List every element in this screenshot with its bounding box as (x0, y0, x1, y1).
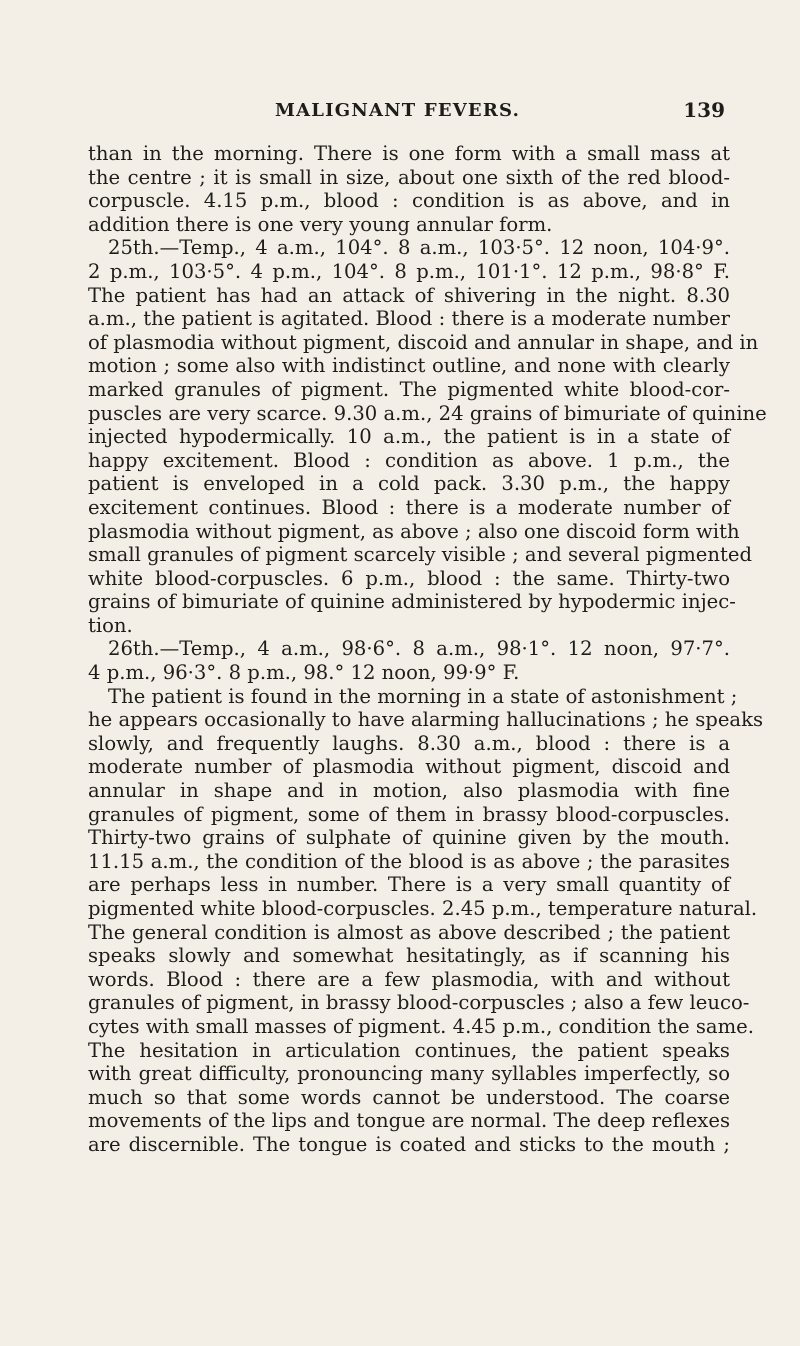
text-line: 2 p.m., 103·5°. 4 p.m., 104°. 8 p.m., 101·1°. 12 p.m., 98·8° F. (88, 259, 730, 283)
text-line: motion ; some also with indistinct outline, and none with clearly (88, 354, 730, 378)
text-line: 11.15 a.m., the condition of the blood is as above ; the parasites (88, 849, 730, 873)
text-line: slowly, and frequently laughs. 8.30 a.m., blood : there is a (88, 731, 730, 755)
page-number: 139 (683, 98, 725, 122)
text-line: the centre ; it is small in size, about one sixth of the red blood- (88, 165, 730, 189)
text-line: The general condition is almost as above described ; the patient (88, 920, 730, 944)
text-line: annular in shape and in motion, also plasmodia with fine (88, 779, 730, 803)
text-line: 4 p.m., 96·3°. 8 p.m., 98.° 12 noon, 99·9° F. (88, 661, 520, 685)
text-line: addition there is one very young annular form. (88, 212, 553, 236)
text-line: speaks slowly and somewhat hesitatingly, as if scanning his (88, 944, 730, 968)
text-line: grains of bimuriate of quinine administered by hypodermic injec- (88, 590, 736, 614)
text-line: The patient has had an attack of shivering in the night. 8.30 (88, 283, 730, 307)
text-line: granules of pigment, in brassy blood-corpuscles ; also a few leuco- (88, 991, 750, 1015)
text-line: Thirty-two grains of sulphate of quinine given by the mouth. (88, 826, 730, 850)
text-line: 25th.—Temp., 4 a.m., 104°. 8 a.m., 103·5°. 12 noon, 104·9°. (108, 236, 730, 260)
text-line: with great difficulty, pronouncing many syllables imperfectly, so (88, 1062, 730, 1086)
text-line: pigmented white blood-corpuscles. 2.45 p.m., temperature natural. (88, 897, 758, 920)
text-line: granules of pigment, some of them in brassy blood-corpuscles. (88, 802, 730, 826)
text-line: marked granules of pigment. The pigmented white blood-cor- (88, 377, 730, 401)
text-line: than in the morning. There is one form with a small mass at (88, 142, 730, 165)
text-line: moderate number of plasmodia without pigment, discoid and (88, 755, 730, 779)
text-line: white blood-corpuscles. 6 p.m., blood : the same. Thirty-two (88, 566, 730, 590)
text-line: of plasmodia without pigment, discoid and annular in shape, and in (88, 330, 759, 354)
text-line: much so that some words cannot be understood. The coarse (88, 1085, 730, 1109)
text-line: small granules of pigment scarcely visible ; and several pigmented (88, 543, 752, 567)
text-line: happy excitement. Blood : condition as above. 1 p.m., the (88, 448, 730, 472)
text-line: a.m., the patient is agitated. Blood : there is a moderate number (88, 307, 730, 331)
text-line: he appears occasionally to have alarming hallucinations ; he speaks (88, 708, 764, 732)
text-line: are perhaps less in number. There is a very small quantity of (88, 873, 730, 897)
body-text (88, 142, 767, 1157)
text-line: The patient is found in the morning in a state of astonishment ; (108, 684, 738, 708)
text-line: corpuscle. 4.15 p.m., blood : condition is as above, and in (88, 189, 730, 213)
text-line: tion. (88, 613, 133, 637)
text-line: The hesitation in articulation continues, the patient speaks (88, 1038, 730, 1062)
text-line: injected hypodermically. 10 a.m., the patient is in a state of (88, 425, 730, 449)
text-line: cytes with small masses of pigment. 4.45 p.m., condition the same. (88, 1014, 754, 1038)
text-line: puscles are very scarce. 9.30 a.m., 24 grains of bimuriate of quinine (88, 401, 767, 425)
text-line: movements of the lips and tongue are normal. The deep reflexes (88, 1109, 730, 1133)
text-line: 26th.—Temp., 4 a.m., 98·6°. 8 a.m., 98·1°. 12 noon, 97·7°. (108, 637, 730, 661)
page-header (0, 100, 800, 130)
text-line: words. Blood : there are a few plasmodia, with and without (88, 967, 730, 991)
text-line: excitement continues. Blood : there is a moderate number of (88, 495, 730, 519)
running-head: MALIGNANT FEVERS. (275, 100, 521, 121)
text-line: patient is enveloped in a cold pack. 3.30 p.m., the happy (88, 472, 730, 496)
text-line: plasmodia without pigment, as above ; also one discoid form with (88, 519, 740, 543)
text-line: are discernible. The tongue is coated and sticks to the mouth ; (88, 1132, 730, 1156)
